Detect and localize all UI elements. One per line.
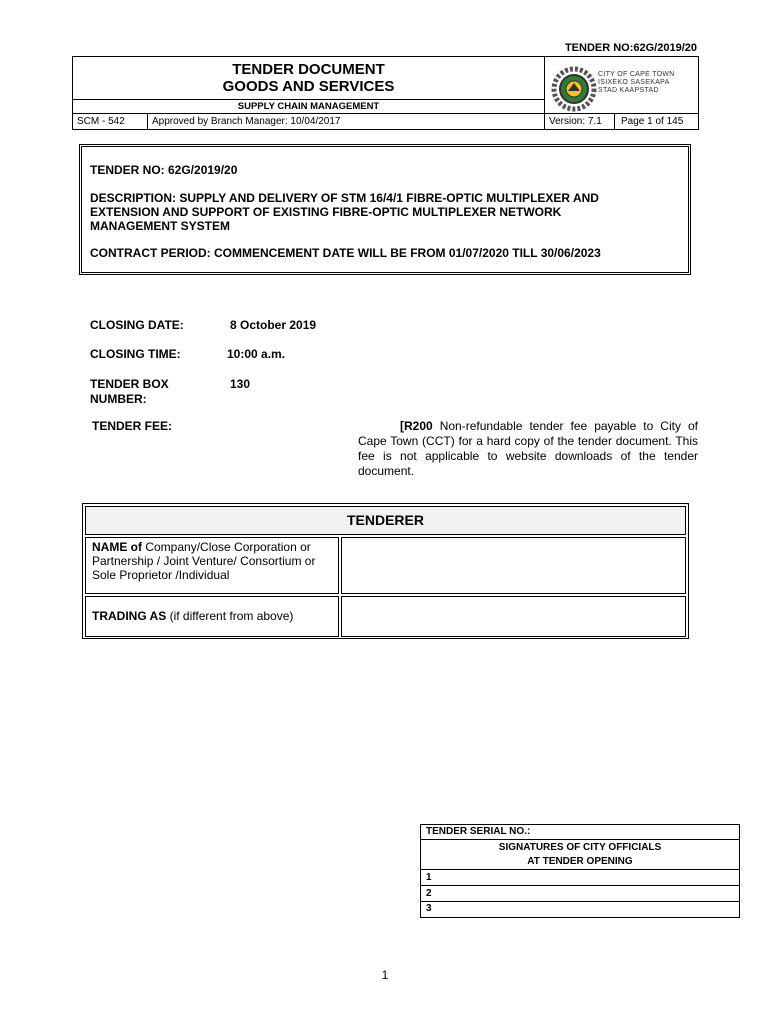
name-input-field[interactable] [341, 537, 686, 594]
trading-input-field[interactable] [341, 596, 686, 637]
serial-title: TENDER SERIAL NO.: [421, 825, 739, 840]
description-line-1: DESCRIPTION: SUPPLY AND DELIVERY OF STM 16/4/1 FIBRE-OPTIC MULTIPLEXER AND [90, 191, 599, 205]
header-info-row [73, 113, 698, 130]
tender-fee-text [358, 419, 698, 479]
closing-time-value: 10:00 a.m. [227, 347, 286, 361]
document-header [72, 56, 699, 130]
contract-period: CONTRACT PERIOD: COMMENCEMENT DATE WILL BE FROM 01/07/2020 TILL 30/06/2023 [90, 246, 601, 260]
tender-box-label [90, 377, 169, 407]
tender-box-value: 130 [230, 377, 251, 391]
trading-label-rest: (if different from above) [166, 609, 294, 623]
logo-line-1: CITY OF CAPE TOWN [598, 71, 675, 78]
header-page: Page 1 of 145 [621, 116, 684, 127]
header-code: SCM - 542 [73, 114, 148, 130]
name-label-cell [85, 537, 339, 594]
signatures-line2: AT TENDER OPENING [527, 856, 633, 867]
tender-fee-description: Non-refundable tender fee payable to City of Cape Town (CCT) for a hard copy of the tender document. This fee is not applicable to website downloads of the tender document. [358, 419, 698, 478]
signature-row-1[interactable]: 1 [421, 870, 739, 886]
closing-date-label: CLOSING DATE: [90, 318, 184, 332]
name-label-bold: NAME of [92, 540, 142, 554]
logo-line-3: STAD KAAPSTAD [598, 87, 659, 94]
header-title-line2: GOODS AND SERVICES [222, 78, 395, 95]
tender-box-label-line2: NUMBER: [90, 392, 147, 406]
page-number: 1 [381, 968, 389, 982]
tender-number-top: TENDER NO:62G/2019/20 [564, 42, 697, 54]
header-title-cell [73, 57, 545, 99]
tenderer-heading: TENDERER [85, 506, 686, 535]
tender-fee-label: TENDER FEE: [92, 419, 173, 433]
tender-box-label-line1: TENDER BOX [90, 377, 169, 391]
name-label-last: Sole Proprietor /Individual [92, 568, 230, 582]
tender-serial-box [420, 824, 740, 918]
signature-row-2[interactable]: 2 [421, 886, 739, 902]
tenderer-table [82, 503, 689, 639]
trading-label-bold: TRADING AS [92, 609, 167, 623]
closing-date-value: 8 October 2019 [230, 318, 317, 332]
header-scm-line: SUPPLY CHAIN MANAGEMENT [73, 99, 545, 113]
city-emblem-icon [550, 65, 598, 113]
logo-line-2: ISIXEKO SASEKAPA [598, 79, 670, 86]
closing-time-label: CLOSING TIME: [90, 347, 181, 361]
tender-no: TENDER NO: 62G/2019/20 [90, 163, 238, 177]
description-line-2: EXTENSION AND SUPPORT OF EXISTING FIBRE-OPTIC MULTIPLEXER NETWORK [90, 205, 562, 219]
signatures-line1: SIGNATURES OF CITY OFFICIALS [498, 842, 662, 853]
tender-fee-amount: [R200 [400, 419, 433, 433]
description-line-3: MANAGEMENT SYSTEM [90, 219, 231, 233]
signatures-heading [421, 840, 739, 870]
city-logo [546, 57, 698, 113]
logo-text [598, 71, 675, 95]
header-version: Version: 7.1 [545, 114, 615, 130]
tender-description-box [79, 144, 691, 275]
trading-label-cell [85, 596, 339, 637]
signature-row-3[interactable]: 3 [426, 903, 432, 914]
name-label-rest: Company/Close Corporation or Partnership / Joint Venture/ Consortium or [92, 540, 316, 568]
header-approved: Approved by Branch Manager: 10/04/2017 [148, 114, 545, 130]
header-title-line1: TENDER DOCUMENT [232, 61, 385, 78]
